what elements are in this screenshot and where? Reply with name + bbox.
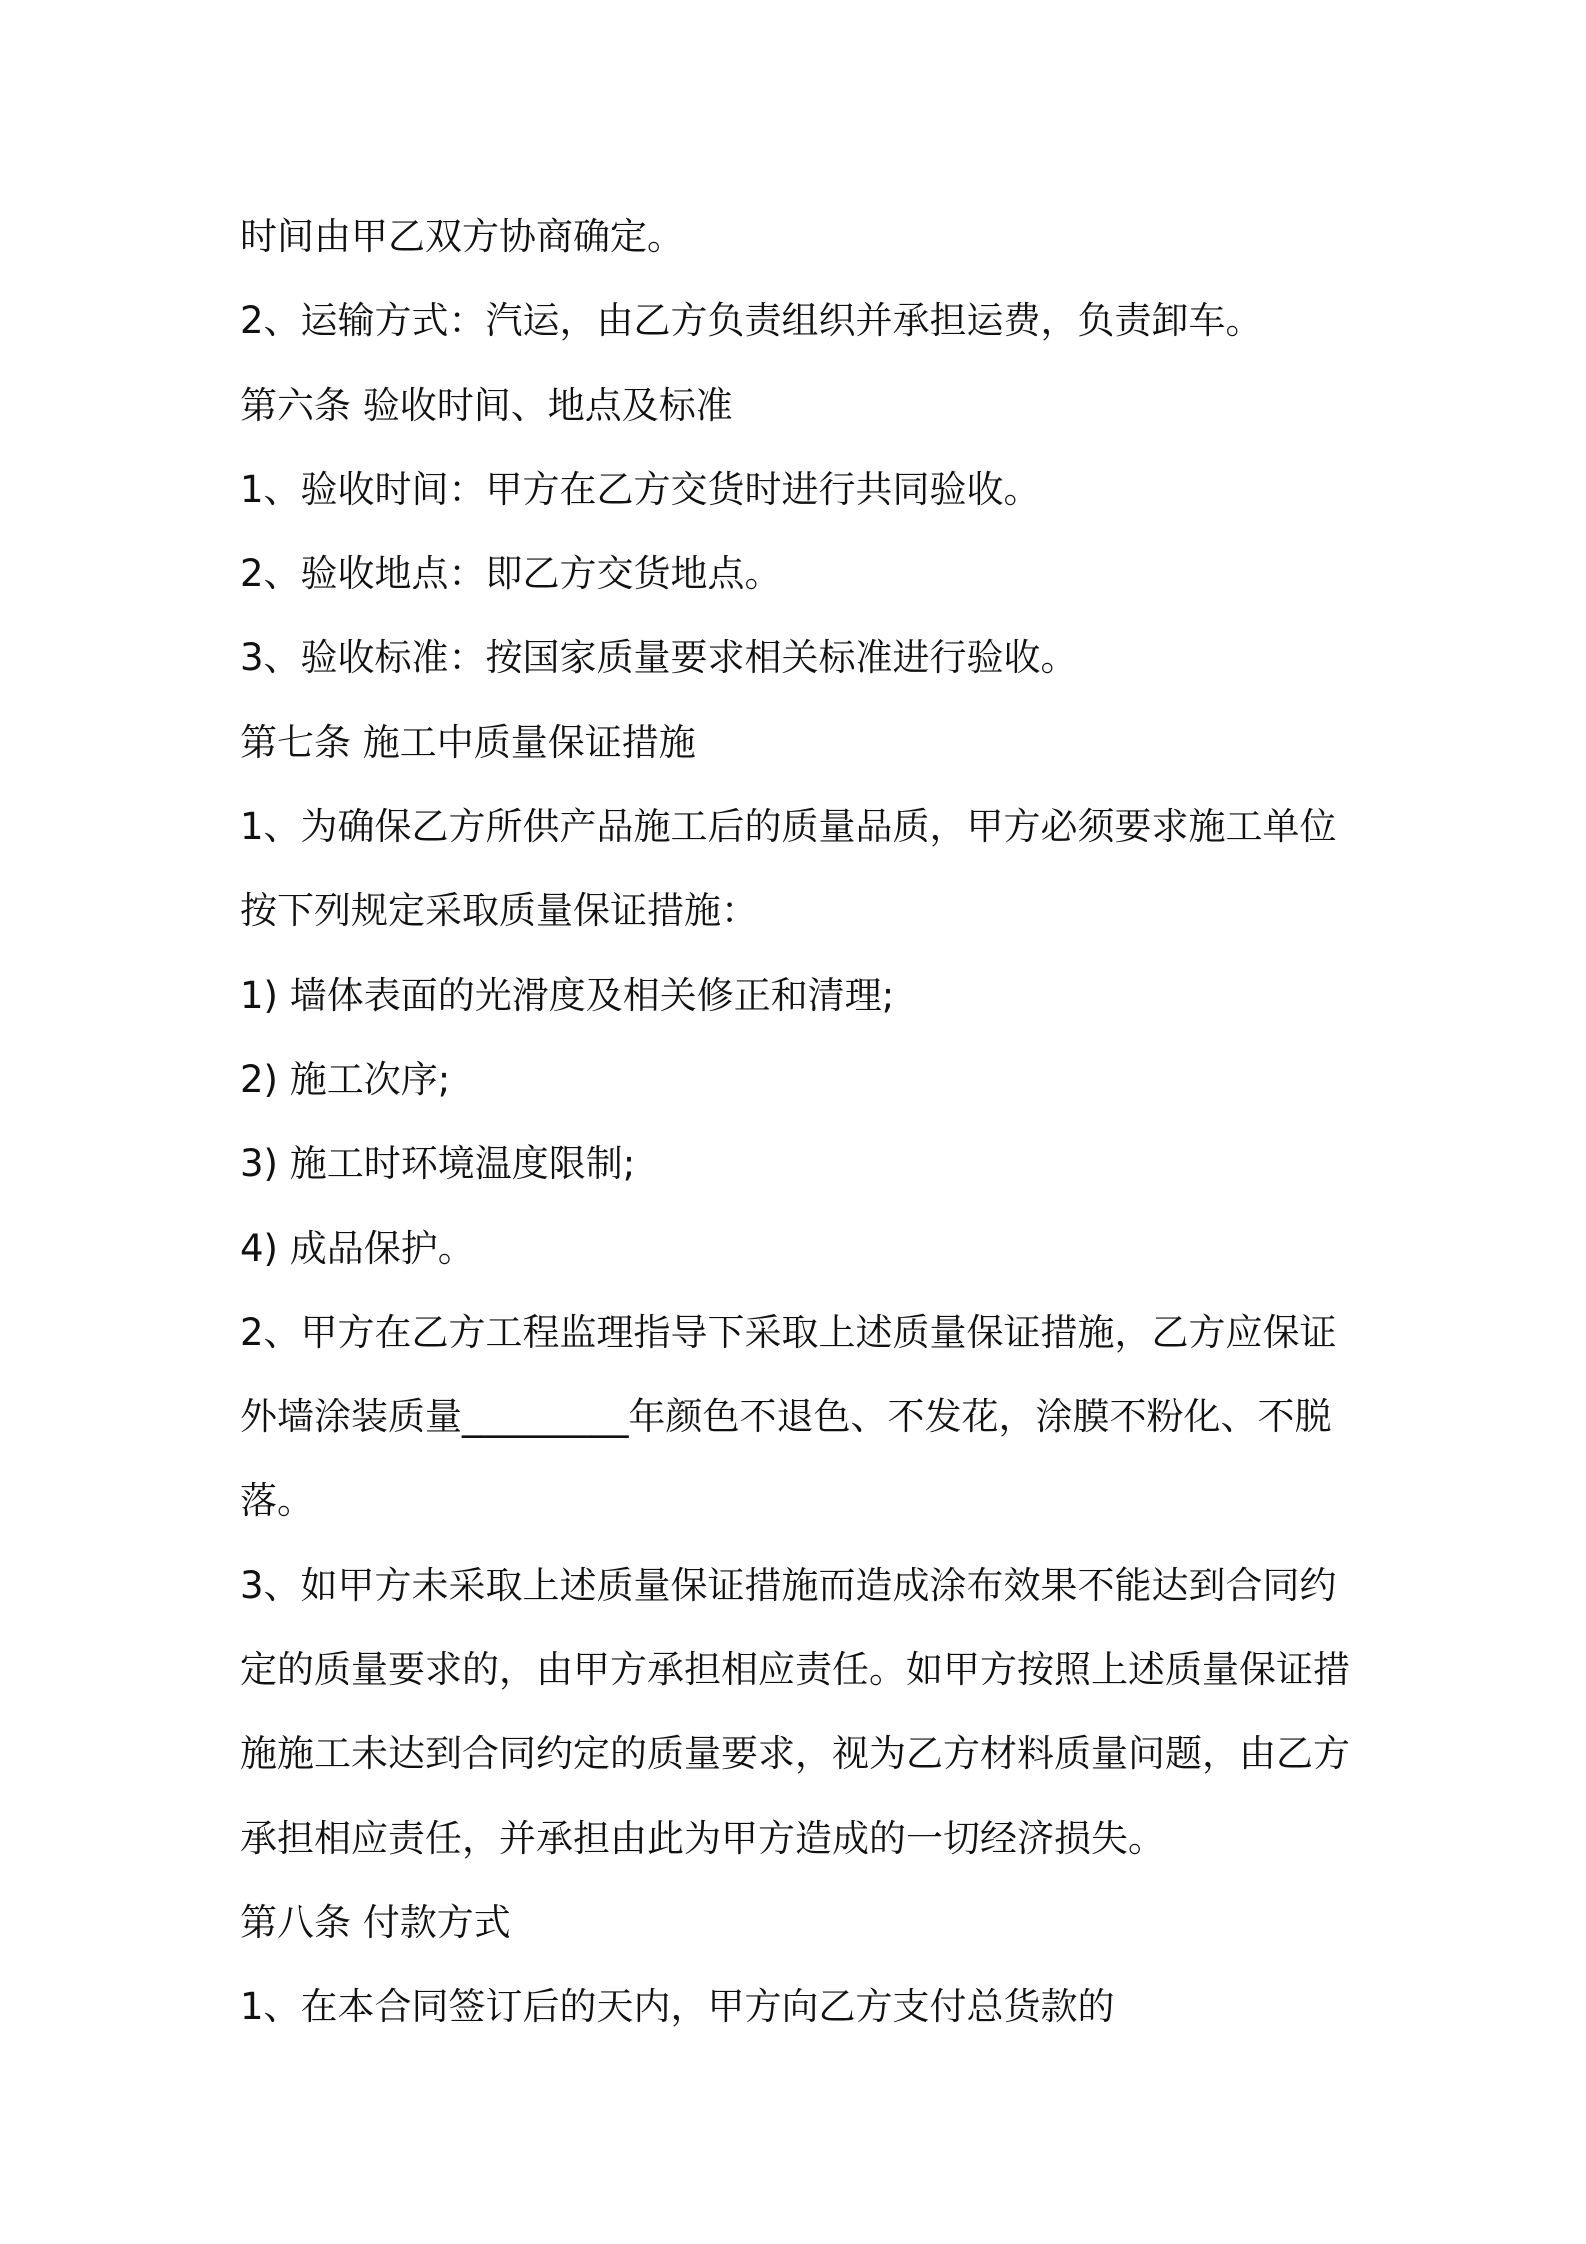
- sub-item: 4) 成品保护。: [240, 1226, 475, 1270]
- article-heading: 第八条 付款方式: [240, 1900, 511, 1944]
- clause-item: 1、在本合同签订后的天内，甲方向乙方支付总货款的: [240, 1985, 1115, 2029]
- text-line: 外墙涂装质量_________年颜色不退色、不发花，涂膜不粉化、不脱: [240, 1395, 1332, 1439]
- clause-item: 2、验收地点：即乙方交货地点。: [240, 552, 782, 596]
- text-line: 承担相应责任，并承担由此为甲方造成的一切经济损失。: [240, 1816, 1165, 1860]
- clause-item: 1、为确保乙方所供产品施工后的质量品质，甲方必须要求施工单位: [240, 805, 1337, 849]
- text-line: 定的质量要求的，由甲方承担相应责任。如甲方按照上述质量保证措: [240, 1648, 1350, 1692]
- sub-item: 1) 墙体表面的光滑度及相关修正和清理;: [240, 973, 895, 1017]
- clause-item: 1、验收时间：甲方在乙方交货时进行共同验收。: [240, 467, 1041, 511]
- clause-item: 2、运输方式：汽运，由乙方负责组织并承担运费，负责卸车。: [240, 299, 1263, 343]
- clause-item: 3、如甲方未采取上述质量保证措施而造成涂布效果不能达到合同约: [240, 1563, 1337, 1607]
- sub-item: 2) 施工次序;: [240, 1057, 451, 1101]
- text-line: 时间由甲乙双方协商确定。: [240, 215, 684, 258]
- clause-item: 3、验收标准：按国家质量要求相关标准进行验收。: [240, 636, 1078, 680]
- article-heading: 第六条 验收时间、地点及标准: [240, 383, 733, 427]
- sub-item: 3) 施工时环境温度限制;: [240, 1142, 636, 1186]
- clause-item: 2、甲方在乙方工程监理指导下采取上述质量保证措施，乙方应保证: [240, 1310, 1337, 1354]
- document-body: [240, 195, 1360, 2050]
- text-line: 施施工未达到合同约定的质量要求，视为乙方材料质量问题，由乙方: [240, 1732, 1350, 1776]
- text-line: 按下列规定采取质量保证措施：: [240, 889, 758, 933]
- text-line: 落。: [240, 1479, 314, 1523]
- article-heading: 第七条 施工中质量保证措施: [240, 720, 696, 764]
